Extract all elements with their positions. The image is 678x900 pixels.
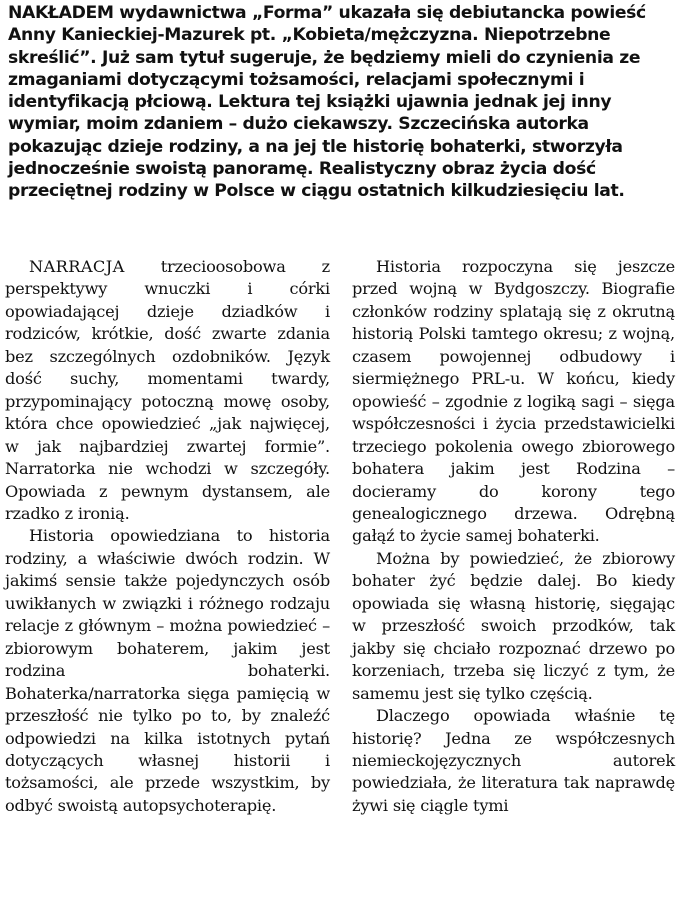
- left-paragraph-1-text: trzecioosobowa z perspektywy wnuczki i córki opowiadającej dzieje dziadków i rodziców, krótkie, dość zwarte zdania bez szczególnych ozdobników. Język dość suchy, momentami twardy, przypominający potoczną mowę osoby, która chce opowiedzieć „jak najwięcej, w jak najbardziej zwartej formie”. Narratorka nie wchodzi w szczegóły. Opowiada z pewnym dystansem, ale rzadko z ironią.: [5, 257, 330, 523]
- left-paragraph-2: Historia opowiedziana to historia rodziny, a właściwie dwóch rodzin. W jakimś sensie także pojedynczych osób uwikłanych w związki i różnego rodzaju relacje z głównym – można powiedzieć – zbiorowym bohaterem, jakim jest rodzina bohaterki. Bohaterka/narratorka sięga pamięcią w przeszłość nie tylko po to, by znaleźć odpowiedzi na kilka istotnych pytań dotyczących własnej historii i tożsamości, ale przede wszystkim, by odbyć swoistą autopsychoterapię.: [5, 526, 330, 815]
- drop-word: NARRACJA: [29, 257, 125, 276]
- lead-first-word: NAKŁADEM: [8, 3, 114, 23]
- article-column-right: [352, 256, 675, 817]
- left-paragraph-1: [5, 256, 330, 525]
- lead-text: wydawnictwa „Forma” ukazała się debiutancka powieść Anny Kanieckiej-Mazurek pt. „Kobieta/mężczyzna. Niepotrzebne skreślić”. Już sam tytuł sugeruje, że będziemy mieli do czynienia ze zmaganiami dotyczącymi tożsamości, relacjami społecznymi i identyfikacją płciową. Lektura tej książki ujawnia jednak jej inny wymiar, moim zdaniem – dużo ciekawszy. Szczecińska autorka pokazując dzieje rodziny, a na jej tle historię bohaterki, stworzyła jednocześnie swoistą panoramę. Realistyczny obraz życia dość przeciętnej rodziny w Polsce w ciągu ostatnich kilkudziesięciu lat.: [8, 3, 646, 202]
- lead-paragraph: [8, 2, 670, 203]
- right-paragraph-3: Dlaczego opowiada właśnie tę historię? Jedna ze współczesnych niemieckojęzycznych autorek powiedziała, że literatura tak naprawdę żywi się ciągle tymi: [352, 706, 675, 815]
- article-column-left: [5, 256, 330, 817]
- right-paragraph-1: Historia rozpoczyna się jeszcze przed wojną w Bydgoszczy. Biografie członków rodziny splatają się z okrutną historią Polski tamtego okresu; z wojną, czasem powojennej odbudowy i siermiężnego PRL-u. W końcu, kiedy opowieść – zgodnie z logiką sagi – sięga współczesności i życia przedstawicielki trzeciego pokolenia owego zbiorowego bohatera jakim jest Rodzina – docieramy do korony tego genealogicznego drzewa. Odrębną gałąź to życie samej bohaterki.: [352, 257, 675, 546]
- column-divider: [340, 262, 341, 892]
- right-paragraph-2: Można by powiedzieć, że zbiorowy bohater żyć będzie dalej. Bo kiedy opowiada się własną historię, sięgając w przeszłość swoich przodków, tak jakby się chciało rozpoznać drzewo po korzeniach, trzeba się liczyć z tym, że samemu jest się tylko częścią.: [352, 548, 675, 703]
